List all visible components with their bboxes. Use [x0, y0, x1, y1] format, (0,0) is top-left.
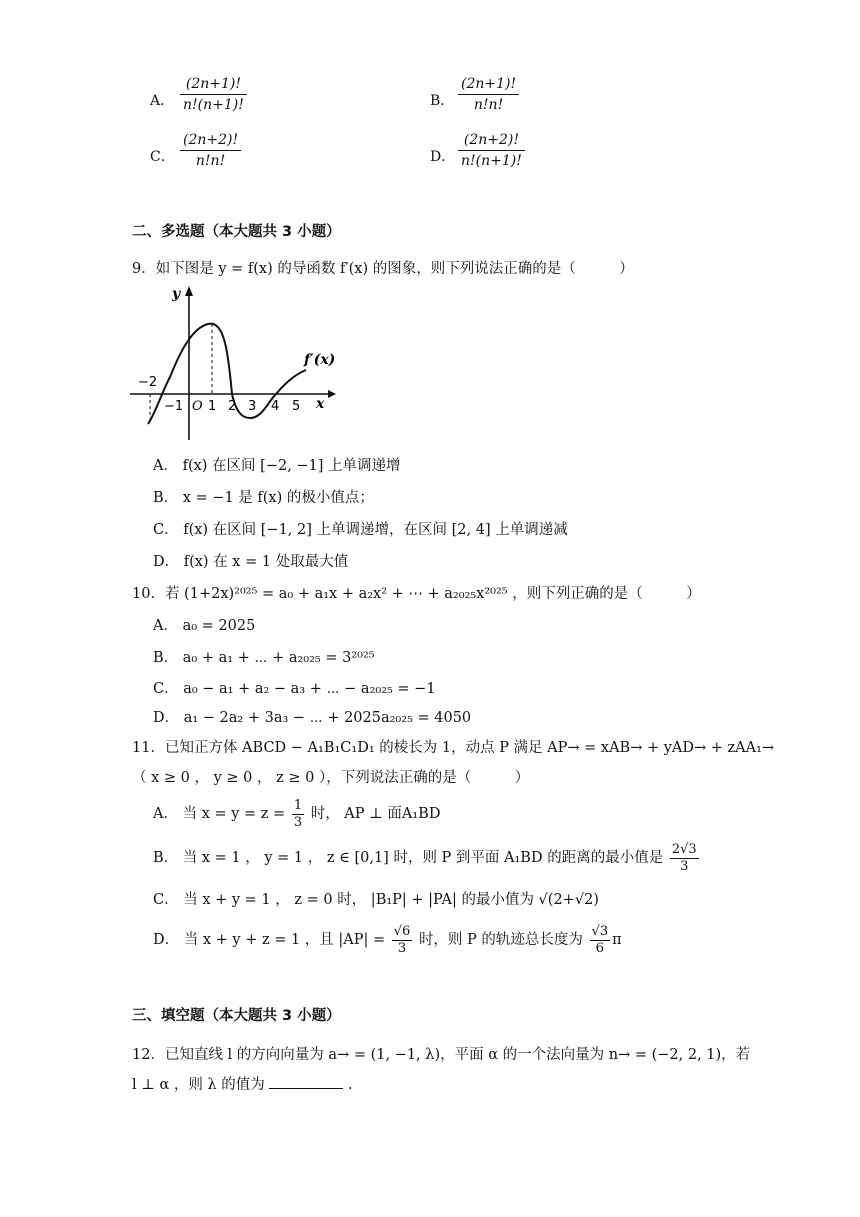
q10-option-c: C． a₀ − a₁ + a₂ − a₃ + ⋯ − a₂₀₂₅ = −1 — [153, 681, 436, 697]
tick-1: 1 — [208, 399, 217, 414]
q8-option-c-fraction — [180, 130, 241, 171]
q8-option-d-denominator: n!(n+1)! — [461, 153, 522, 169]
q8-option-a-fraction — [180, 74, 247, 115]
curve-label: f′(x) — [304, 352, 336, 368]
q11-option-b-prefix: B． 当 x = 1 ， y = 1 ， z ∈ [0,1] 时，则 P 到平面 A₁BD 的距离的最小值是 — [153, 850, 664, 866]
q11-option-a-frac-num: 1 — [293, 797, 303, 813]
q11-option-a-suffix: 时， AP ⊥ 面A₁BD — [310, 806, 441, 822]
q9-option-c: C． f(x) 在区间 [−1, 2] 上单调递增，在区间 [2, 4] 上单调递减 — [153, 522, 568, 538]
q11-option-d-fraction-1 — [392, 924, 413, 957]
q8-option-b-numerator: (2n+1)! — [458, 74, 519, 95]
q8-option-c-numerator: (2n+2)! — [180, 130, 241, 151]
q8-option-b-fraction — [458, 74, 519, 115]
q11-stem-line-1: 11．已知正方体 ABCD − A₁B₁C₁D₁ 的棱长为 1，动点 P 满足 AP→ = xAB→ + yAD→ + zAA₁→ — [132, 740, 775, 756]
q11-option-b-frac-den: 3 — [680, 858, 689, 874]
tick-5: 5 — [292, 399, 301, 414]
section-2-heading: 二、多选题（本大题共 3 小题） — [132, 224, 341, 240]
q10-option-a: A． a₀ = 2025 — [153, 618, 256, 634]
tick-3: 3 — [248, 399, 257, 414]
q11-option-d-frac2-num: √3 — [591, 923, 609, 939]
q9-option-b: B． x = −1 是 f(x) 的极小值点； — [153, 490, 374, 506]
q11-option-d-frac1-num: √6 — [393, 923, 411, 939]
q11-option-d — [153, 922, 622, 958]
q9-option-d: D． f(x) 在 x = 1 处取最大值 — [153, 554, 349, 570]
q9-stem: 9．如下图是 y = f(x) 的导函数 f′(x) 的图象，则下列说法正确的是（ ） — [132, 261, 634, 277]
q12-line-1: 12．已知直线 l 的方向向量为 a→ = (1, −1, λ)，平面 α 的一个法向量为 n→ = (−2, 2, 1)，若 — [132, 1047, 751, 1063]
tick-4: 4 — [271, 399, 280, 414]
tick-origin: O — [192, 399, 203, 414]
q11-option-a-fraction — [292, 798, 304, 831]
q11-option-d-middle: 时，则 P 的轨迹总长度为 — [418, 932, 583, 948]
q12-line-2-suffix: . — [348, 1077, 353, 1093]
q11-option-d-suffix: π — [612, 932, 622, 948]
q10-option-b: B． a₀ + a₁ + ⋯ + a₂₀₂₅ = 3²⁰²⁵ — [153, 650, 375, 666]
q8-option-d-label: D． — [430, 149, 456, 165]
q11-option-a — [153, 796, 440, 832]
q8-option-a-denominator: n!(n+1)! — [183, 97, 244, 113]
q10-stem: 10．若 (1+2x)²⁰²⁵ = a₀ + a₁x + a₂x² + ⋯ + a₂₀₂₅x²⁰²⁵ ，则下列正确的是（ ） — [132, 586, 701, 602]
q11-option-b-fraction — [670, 842, 699, 875]
y-axis-arrow-icon — [185, 286, 193, 296]
q9-option-a: A． f(x) 在区间 [−2, −1] 上单调递增 — [153, 458, 401, 474]
q8-option-d-numerator: (2n+2)! — [458, 130, 525, 151]
tick-minus-1: −1 — [164, 399, 184, 414]
q11-option-d-frac2-den: 6 — [595, 940, 604, 956]
q8-option-c-denominator: n!n! — [195, 153, 226, 169]
tick-minus-2: −2 — [138, 375, 158, 390]
q11-option-b — [153, 840, 701, 876]
q11-option-d-prefix: D． 当 x + y + z = 1 ，且 |AP| = — [153, 932, 386, 948]
q8-option-c-label: C． — [150, 149, 175, 165]
q11-stem-line-2: （ x ≥ 0 ， y ≥ 0 ， z ≥ 0 ），下列说法正确的是（ ） — [132, 770, 530, 786]
answer-blank[interactable] — [269, 1074, 343, 1089]
q12-line-2 — [132, 1073, 353, 1094]
x-axis-arrow-icon — [328, 390, 336, 398]
q11-option-d-fraction-2 — [590, 924, 611, 957]
q10-option-d: D． a₁ − 2a₂ + 3a₃ − ⋯ + 2025a₂₀₂₅ = 4050 — [153, 710, 472, 726]
q8-option-a-label: A． — [150, 93, 175, 109]
q11-option-c: C． 当 x + y = 1 ， z = 0 时， |B₁P| + |PA| 的最小值为 √(2+√2) — [153, 892, 599, 908]
y-axis-label: y — [172, 286, 181, 302]
q12-line-2-prefix: l ⊥ α ，则 λ 的值为 — [132, 1077, 265, 1093]
q8-option-b-label: B． — [430, 93, 455, 109]
q8-option-a-numerator: (2n+1)! — [180, 74, 247, 95]
q11-option-a-prefix: A． 当 x = y = z = — [153, 806, 286, 822]
x-axis-label: x — [316, 396, 325, 412]
q11-option-a-frac-den: 3 — [293, 814, 303, 830]
section-3-heading: 三、填空题（本大题共 3 小题） — [132, 1008, 341, 1024]
q8-option-d-fraction — [458, 130, 525, 171]
q9-derivative-graph — [128, 282, 340, 444]
tick-2: 2 — [228, 399, 237, 414]
q11-option-d-frac1-den: 3 — [397, 940, 407, 956]
q8-option-b-denominator: n!n! — [473, 97, 504, 113]
q11-option-b-frac-num: 2√3 — [671, 841, 697, 857]
